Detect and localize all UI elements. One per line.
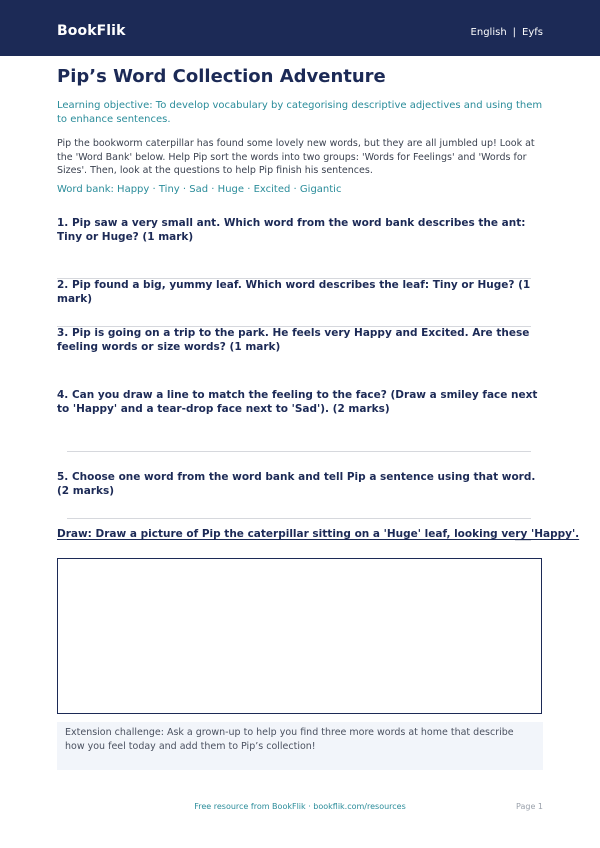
answer-line-draw [515, 540, 531, 541]
word-bank-word: Happy [117, 184, 150, 195]
page-title: Pip’s Word Collection Adventure [57, 66, 386, 87]
page-number: Page 1 [516, 802, 543, 811]
answer-line-4[interactable] [67, 451, 531, 452]
word-bank-word: Sad [189, 184, 209, 195]
word-separator: · [293, 184, 297, 195]
word-separator: · [247, 184, 251, 195]
word-bank-word: Huge [217, 184, 245, 195]
word-separator: · [182, 184, 187, 195]
question-3: 3. Pip is going on a trip to the park. He feels very Happy and Excited. Are these feeling words or size words? (1 mark) [57, 327, 530, 353]
intro-paragraph: Pip the bookworm caterpillar has found some lovely new words, but they are all jumbled up! Look at the 'Word Bank' below. Help Pip sort the words into two groups: 'Words for Feelings' and 'Words for Sizes'. Then, look at the questions to help Pip finish his sentences. [57, 138, 535, 176]
word-bank-word: Excited [253, 184, 291, 195]
header-separator: | [512, 27, 517, 38]
word-separator: · [152, 184, 156, 195]
footer-credit[interactable]: Free resource from BookFlik · bookflik.com/resources [194, 802, 406, 811]
question-1: 1. Pip saw a very small ant. Which word from the word bank describes the ant: Tiny or Huge? (1 mark) [57, 217, 526, 243]
header-meta [471, 27, 543, 38]
drawing-prompt: Draw: Draw a picture of Pip the caterpillar sitting on a 'Huge' leaf, looking very 'Happy'. [57, 528, 580, 540]
word-bank-word: Tiny [158, 184, 180, 195]
drawing-area[interactable] [57, 558, 542, 714]
top-header-bar [0, 0, 600, 56]
language-label[interactable]: English [470, 27, 507, 38]
word-bank-label: Word bank: [57, 184, 114, 195]
question-5: 5. Choose one word from the word bank and tell Pip a sentence using that word. (2 marks) [57, 471, 536, 497]
learning-objective: Learning objective: To develop vocabulary by categorising descriptive adjectives and using them to enhance sentences. [57, 100, 543, 125]
word-bank-word: Gigantic [299, 184, 342, 195]
question-4: 4. Can you draw a line to match the feeling to the face? (Draw a smiley face next to 'Happy' and a tear-drop face next to 'Sad'). (2 marks) [57, 389, 538, 415]
question-2: 2. Pip found a big, yummy leaf. Which word describes the leaf: Tiny or Huge? (1 mark) [57, 279, 531, 305]
word-separator: · [211, 184, 215, 195]
word-bank [57, 184, 341, 195]
extension-challenge: Extension challenge: Ask a grown-up to help you find three more words at home that describe how you feel today and add them to Pip’s collection! [57, 722, 543, 770]
level-label[interactable]: Eyfs [522, 27, 543, 38]
brand-logo-text[interactable]: BookFlik [57, 23, 126, 39]
answer-line-5[interactable] [67, 518, 531, 519]
